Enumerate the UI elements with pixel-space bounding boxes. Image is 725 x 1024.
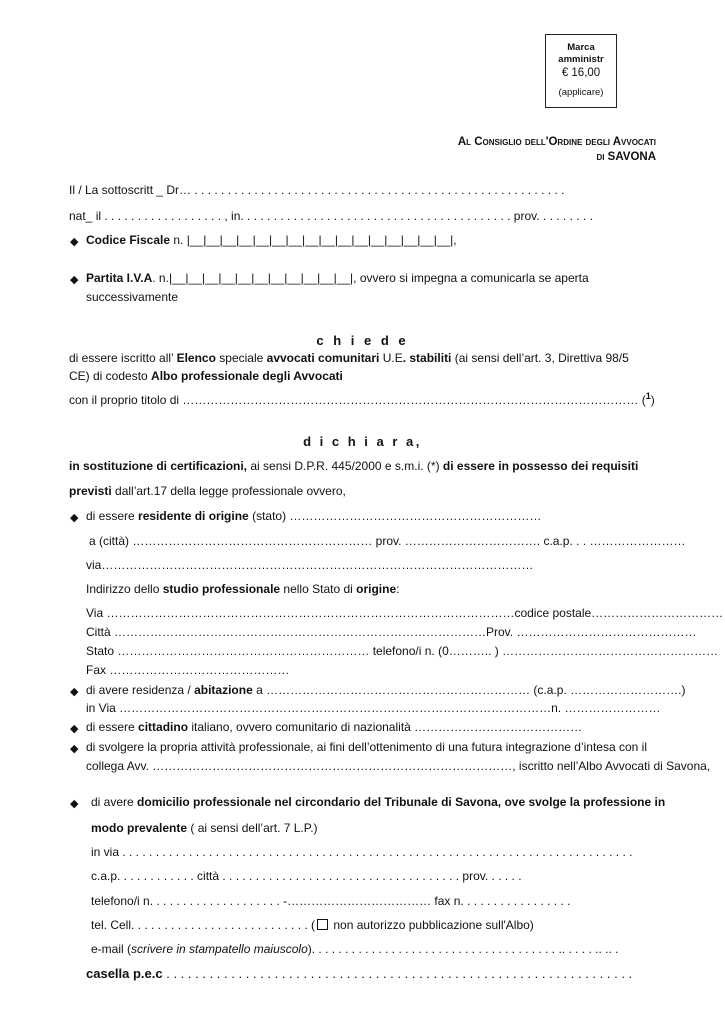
footnote-marker: 1 bbox=[645, 391, 651, 401]
studio-post: : bbox=[396, 582, 400, 596]
diamond-bullet-icon: ◆ bbox=[70, 686, 79, 698]
pec-label: casella p.e.c bbox=[86, 966, 163, 981]
prof-cell-line[interactable] bbox=[91, 918, 534, 932]
studio-label: studio professionale bbox=[162, 582, 281, 596]
pec-field[interactable]: . . . . . . . . . . . . . . . . . . . . . . . . . . . . . . . . . . . . . . . . . . . . . . . . . . . . . . . . . . . . . . . . . bbox=[162, 966, 633, 981]
vat-field[interactable]: . n.|__|__|__|__|__|__|__|__|__|__|__|, ovvero si impegna a comunicarla se aperta bbox=[152, 271, 589, 285]
request-line1-pre: di essere iscritto all’ bbox=[69, 351, 177, 365]
request-lawyer-type: avvocati comunitari bbox=[266, 351, 380, 365]
prof-via-line[interactable]: in via . . . . . . . . . . . . . . . . . . . . . . . . . . . . . . . . . . . . . . . . . . . . . . . . . . . . . . . . . . . . . . . . . . . . . . . . . . . . . bbox=[91, 845, 633, 859]
domicile-street-line[interactable]: in Via ………………………………………………………………………………………………n. …………………… bbox=[86, 701, 661, 715]
residence-city-line[interactable]: a (città) …………………………………………………… prov. ……………………………. c.a.p. . . …………………… bbox=[89, 534, 686, 548]
residence-origin-label: residente di origine bbox=[138, 509, 249, 523]
no-publish-checkbox[interactable] bbox=[317, 919, 328, 930]
citizenship-field[interactable]: italiano, ovvero comunitario di nazionalità …………………………………… bbox=[188, 720, 583, 734]
citizenship-line[interactable] bbox=[86, 720, 582, 734]
tax-code-label: Codice Fiscale bbox=[86, 233, 171, 247]
prof-domicile-ref: ( ai sensi dell’art. 7 L.P.) bbox=[187, 821, 318, 835]
residence-pre: di essere bbox=[86, 509, 139, 523]
diamond-bullet-icon: ◆ bbox=[70, 274, 79, 286]
email-field[interactable]: ). . . . . . . . . . . . . . . . . . . . . . . . . . . . . . . . . . . . . .. . . . . .. .. . bbox=[307, 942, 619, 956]
studio-fax-line[interactable]: Fax ……………………………………… bbox=[86, 663, 290, 677]
diamond-bullet-icon: ◆ bbox=[70, 723, 79, 735]
pec-line[interactable] bbox=[86, 966, 632, 981]
diamond-bullet-icon: ◆ bbox=[70, 236, 79, 248]
tax-code-field[interactable]: n. |__|__|__|__|__|__|__|__|__|__|__|__|__|__|__|__|, bbox=[170, 233, 457, 247]
declaration-requirements: di essere in possesso dei requisiti bbox=[442, 459, 639, 473]
declaration-line1-mid: ai sensi D.P.R. 445/2000 e s.m.i. (*) bbox=[247, 459, 443, 473]
applicant-name-line[interactable]: Il / La sottoscritt _ Dr… . . . . . . . . . . . . . . . . . . . . . . . . . . . . . . . . . . . . . . . . . . . . . . . . . . . . . . . . bbox=[69, 183, 565, 197]
applicant-birth-line[interactable]: nat_ il . . . . . . . . . . . . . . . . . . , in. . . . . . . . . . . . . . . . . . . . . . . . . . . . . . . . . . . . . . . . . prov. . . . . . . . . bbox=[69, 209, 593, 223]
stamp-title-line2: amministr bbox=[558, 54, 604, 65]
studio-city-line[interactable]: Città …………………………………………………………………………………Prov. ……………………………………… bbox=[86, 625, 697, 639]
studio-via-line[interactable]: Via …………………………………………………………………………………………codice postale…………………………… bbox=[86, 606, 724, 620]
prof-email-line[interactable] bbox=[91, 942, 619, 956]
request-line1-mid: speciale bbox=[215, 351, 267, 365]
request-line1-post: (ai sensi dell’art. 3, Direttiva 98/5 bbox=[451, 351, 629, 365]
studio-state-line[interactable]: Stato ……………………………………………………… telefono/i n. (0……….. ) ……………………………………………… bbox=[86, 644, 719, 658]
revenue-stamp-box bbox=[545, 34, 617, 108]
prof-phone-line[interactable]: telefono/i n. . . . . . . . . . . . . . . . . . . . -……………………………… fax n. . . . . . . . . . . . . . . . . bbox=[91, 894, 571, 908]
studio-heading-line bbox=[86, 582, 400, 596]
declaration-heading: d i c h i a r a, bbox=[303, 434, 422, 449]
prof-domicile-line1 bbox=[91, 795, 665, 809]
domicile-line1[interactable] bbox=[86, 683, 685, 697]
citizenship-label: cittadino bbox=[138, 720, 189, 734]
studio-mid: nello Stato di bbox=[280, 582, 357, 596]
stamp-amount: € 16,00 bbox=[561, 67, 601, 79]
addressee-line2: di SAVONA bbox=[596, 151, 656, 163]
residence-street-line[interactable]: via……………………………………………………………………………………………… bbox=[86, 558, 534, 572]
vat-line2: successivamente bbox=[86, 290, 179, 304]
prof-domicile-prevalent: modo prevalente bbox=[91, 821, 188, 835]
practice-line2[interactable]: collega Avv. ………………………………………………………………………………, iscritto nell’Albo Avvocati di Savona, bbox=[86, 759, 711, 773]
declaration-provided: previsti bbox=[69, 484, 112, 498]
request-line2 bbox=[69, 369, 343, 383]
prof-cell-field[interactable]: tel. Cell. . . . . . . . . . . . . . . . . . . . . . . . . . . ( bbox=[91, 918, 316, 932]
vat-label: Partita I.V.A bbox=[86, 271, 153, 285]
prof-domicile-label: domicilio professionale nel circondario del Tribunale di Savona, ove svolge la professione in bbox=[137, 795, 666, 809]
request-heading: c h i e d e bbox=[316, 333, 409, 348]
citizenship-pre: di essere bbox=[86, 720, 139, 734]
stamp-title bbox=[546, 42, 616, 66]
request-title-field[interactable]: con il proprio titolo di …………………………………………………………………………………………………… ( bbox=[69, 393, 646, 407]
diamond-bullet-icon: ◆ bbox=[70, 512, 79, 524]
domicile-label: abitazione bbox=[194, 683, 253, 697]
domicile-pre: di avere residenza / bbox=[86, 683, 195, 697]
no-publish-label: non autorizzo pubblicazione sull'Albo) bbox=[330, 918, 534, 932]
declaration-line2-post: dall’art.17 della legge professionale ovvero, bbox=[111, 484, 346, 498]
domicile-city-field[interactable]: a ………………………………………………………… (c.a.p. ……………………….) bbox=[252, 683, 686, 697]
request-line1-mid2: U.E bbox=[379, 351, 403, 365]
declaration-substitution: in sostituzione di certificazioni, bbox=[69, 459, 248, 473]
email-instruction: scrivere in stampatello maiuscolo bbox=[131, 942, 308, 956]
studio-pre: Indirizzo dello bbox=[86, 582, 163, 596]
diamond-bullet-icon: ◆ bbox=[70, 743, 79, 755]
declaration-line2 bbox=[69, 484, 346, 498]
email-pre: e-mail ( bbox=[91, 942, 132, 956]
stamp-title-line1: Marca bbox=[567, 42, 595, 53]
prof-cap-line[interactable]: c.a.p. . . . . . . . . . . . città . . . . . . . . . . . . . . . . . . . . . . . . . . . . . . . . . . . . prov. . . . . . bbox=[91, 869, 522, 883]
vat-row[interactable] bbox=[86, 271, 589, 285]
practice-line1: di svolgere la propria attività professionale, ai fini dell’ottenimento di una futura integrazione d’intesa con il bbox=[86, 740, 647, 754]
tax-code-row[interactable] bbox=[86, 233, 457, 247]
request-established: . stabiliti bbox=[402, 351, 452, 365]
request-register-name: Albo professionale degli Avvocati bbox=[151, 369, 343, 383]
request-line2-pre: CE) di codesto bbox=[69, 369, 152, 383]
declaration-line1 bbox=[69, 459, 638, 473]
request-line1 bbox=[69, 351, 656, 365]
residence-origin-line[interactable] bbox=[86, 509, 541, 523]
prof-domicile-line2 bbox=[91, 821, 318, 835]
residence-state-field[interactable]: (stato) ……………………………………………………… bbox=[248, 509, 542, 523]
prof-domicile-pre: di avere bbox=[91, 795, 138, 809]
studio-origin-label: origine bbox=[356, 582, 397, 596]
request-list-name: Elenco bbox=[176, 351, 216, 365]
addressee-line1: Al Consiglio dell'Ordine degli Avvocati bbox=[457, 136, 656, 148]
request-title-line[interactable] bbox=[69, 391, 655, 407]
stamp-apply-note: (applicare) bbox=[558, 87, 604, 98]
request-title-close: ) bbox=[650, 393, 655, 407]
diamond-bullet-icon: ◆ bbox=[70, 798, 79, 810]
